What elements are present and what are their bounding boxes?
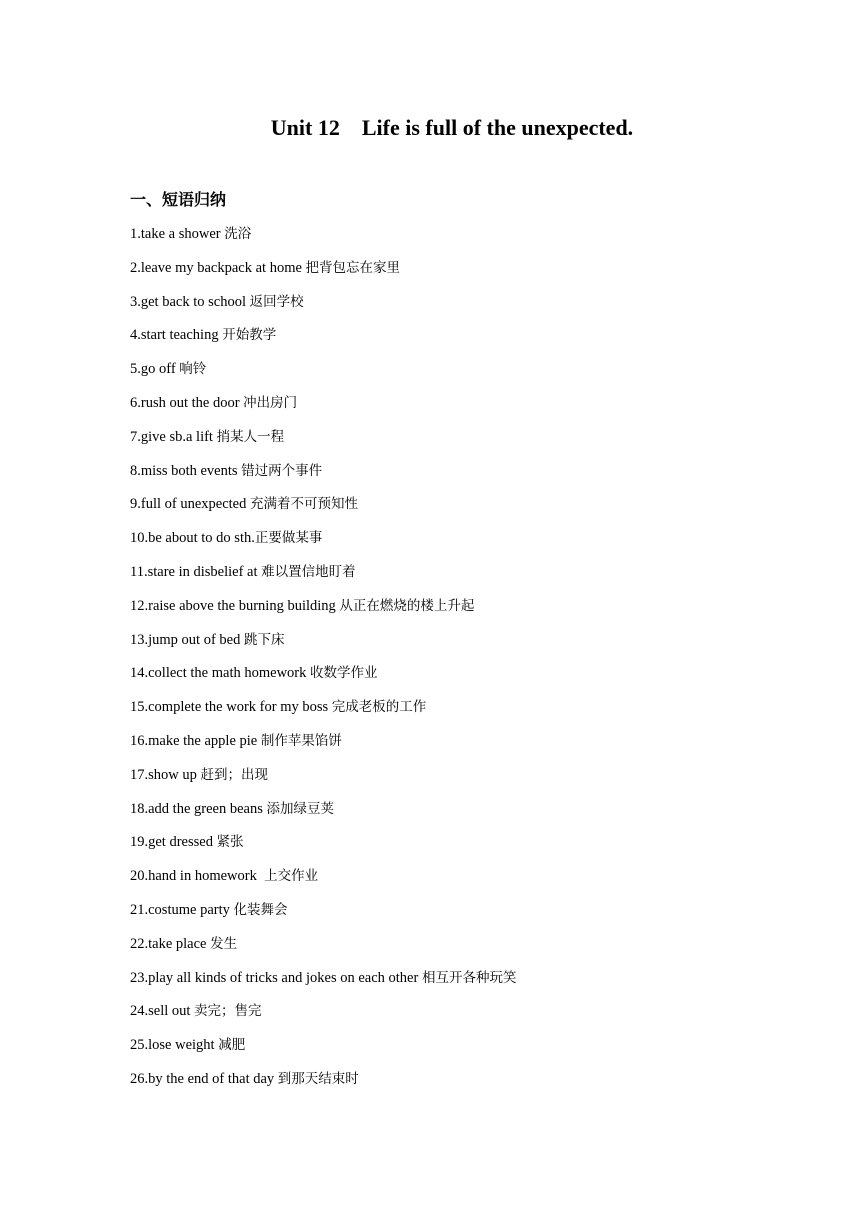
phrase-item-22 <box>130 933 516 967</box>
phrase-english: 23.play all kinds of tricks and jokes on each other <box>130 969 422 986</box>
phrase-english: 25.lose weight <box>130 1037 219 1054</box>
page-title: Unit 12 Life is full of the unexpected. <box>270 115 634 140</box>
phrase-english: 2.leave my backpack at home <box>130 259 306 276</box>
phrase-item-20 <box>130 865 516 899</box>
phrase-english: 26.by the end of that day <box>130 1070 278 1087</box>
phrase-chinese: 收数学作业 <box>310 665 378 682</box>
phrase-item-19 <box>130 831 516 865</box>
phrase-chinese: 完成老板的工作 <box>331 699 427 716</box>
phrase-english: 7.give sb.a lift <box>130 428 217 445</box>
phrase-english: 6.rush out the door <box>130 394 244 411</box>
phrase-chinese: 错过两个事件 <box>241 462 323 479</box>
phrase-english: 22.take place <box>130 935 211 952</box>
phrase-chinese: 到那天结束时 <box>277 1070 359 1087</box>
section-heading: 一、短语归纳 <box>130 190 227 209</box>
phrase-item-16 <box>130 730 516 764</box>
phrase-chinese: 紧张 <box>216 834 244 851</box>
phrase-english: 20.hand in homework <box>130 868 265 885</box>
phrase-chinese: 制作苹果馅饼 <box>260 732 342 749</box>
phrase-english: 19.get dressed <box>130 834 217 851</box>
phrase-chinese: 洗浴 <box>224 226 252 242</box>
phrase-chinese: 赶到；出现 <box>200 766 268 783</box>
phrase-english: 10.be about to do sth. <box>130 530 255 547</box>
phrase-english: 4.start teaching <box>130 327 223 344</box>
phrase-english: 14.collect the math homework <box>130 665 310 682</box>
phrase-item-2 <box>130 257 516 291</box>
phrase-english: 5.go off <box>130 361 180 378</box>
phrase-item-26 <box>130 1068 516 1102</box>
phrase-item-8 <box>130 460 516 494</box>
phrase-item-1 <box>130 223 516 257</box>
phrase-chinese: 添加绿豆荚 <box>266 800 334 817</box>
phrase-item-21 <box>130 899 516 933</box>
phrase-english: 8.miss both events <box>130 462 242 479</box>
phrase-english: 18.add the green beans <box>130 800 267 817</box>
phrase-item-9 <box>130 493 516 527</box>
phrase-item-10 <box>130 527 516 561</box>
phrase-chinese: 充满着不可预知性 <box>250 496 358 513</box>
phrase-item-6 <box>130 392 516 426</box>
phrase-english: 3.get back to school <box>130 293 250 310</box>
phrase-chinese: 响铃 <box>179 361 207 378</box>
phrase-english: 15.complete the work for my boss <box>130 699 332 716</box>
phrase-item-24 <box>130 1000 516 1034</box>
phrase-chinese: 捎某人一程 <box>216 428 285 445</box>
phrase-item-5 <box>130 358 516 392</box>
phrase-chinese: 正要做某事 <box>254 530 323 547</box>
phrase-chinese: 化装舞会 <box>233 901 288 918</box>
phrase-item-12 <box>130 595 516 629</box>
phrase-english: 12.raise above the burning building <box>130 597 340 614</box>
phrase-english: 11.stare in disbelief at <box>130 563 262 580</box>
phrase-english: 1.take a shower <box>130 226 225 242</box>
phrase-item-25 <box>130 1034 516 1068</box>
phrase-english: 9.full of unexpected <box>130 496 250 513</box>
phrase-chinese: 减肥 <box>218 1037 246 1054</box>
phrase-item-13 <box>130 629 516 663</box>
phrase-item-17 <box>130 764 516 798</box>
phrase-chinese: 开始教学 <box>222 327 277 344</box>
phrase-item-23 <box>130 967 516 1001</box>
phrase-english: 24.sell out <box>130 1003 195 1020</box>
phrase-item-15 <box>130 696 516 730</box>
phrase-chinese: 把背包忘在家里 <box>305 259 401 276</box>
phrase-item-14 <box>130 662 516 696</box>
phrase-chinese: 难以置信地盯着 <box>261 563 356 580</box>
phrase-item-11 <box>130 561 516 595</box>
phrase-item-7 <box>130 426 516 460</box>
phrase-english: 21.costume party <box>130 901 234 918</box>
phrase-chinese: 从正在燃烧的楼上升起 <box>339 597 475 614</box>
phrase-chinese: 上交作业 <box>264 868 319 885</box>
phrase-chinese: 冲出房门 <box>243 394 298 411</box>
phrase-english: 16.make the apple pie <box>130 732 261 749</box>
phrase-chinese: 返回学校 <box>249 293 304 310</box>
phrase-chinese: 跳下床 <box>243 631 285 648</box>
phrase-chinese: 相互开各种玩笑 <box>421 969 517 986</box>
phrase-item-4 <box>130 324 516 358</box>
phrase-english: 17.show up <box>130 766 201 783</box>
phrase-list <box>130 223 516 1102</box>
phrase-chinese: 发生 <box>210 935 238 952</box>
phrase-english: 13.jump out of bed <box>130 631 244 648</box>
phrase-chinese: 卖完；售完 <box>194 1003 262 1020</box>
phrase-item-18 <box>130 798 516 832</box>
phrase-item-3 <box>130 291 516 325</box>
